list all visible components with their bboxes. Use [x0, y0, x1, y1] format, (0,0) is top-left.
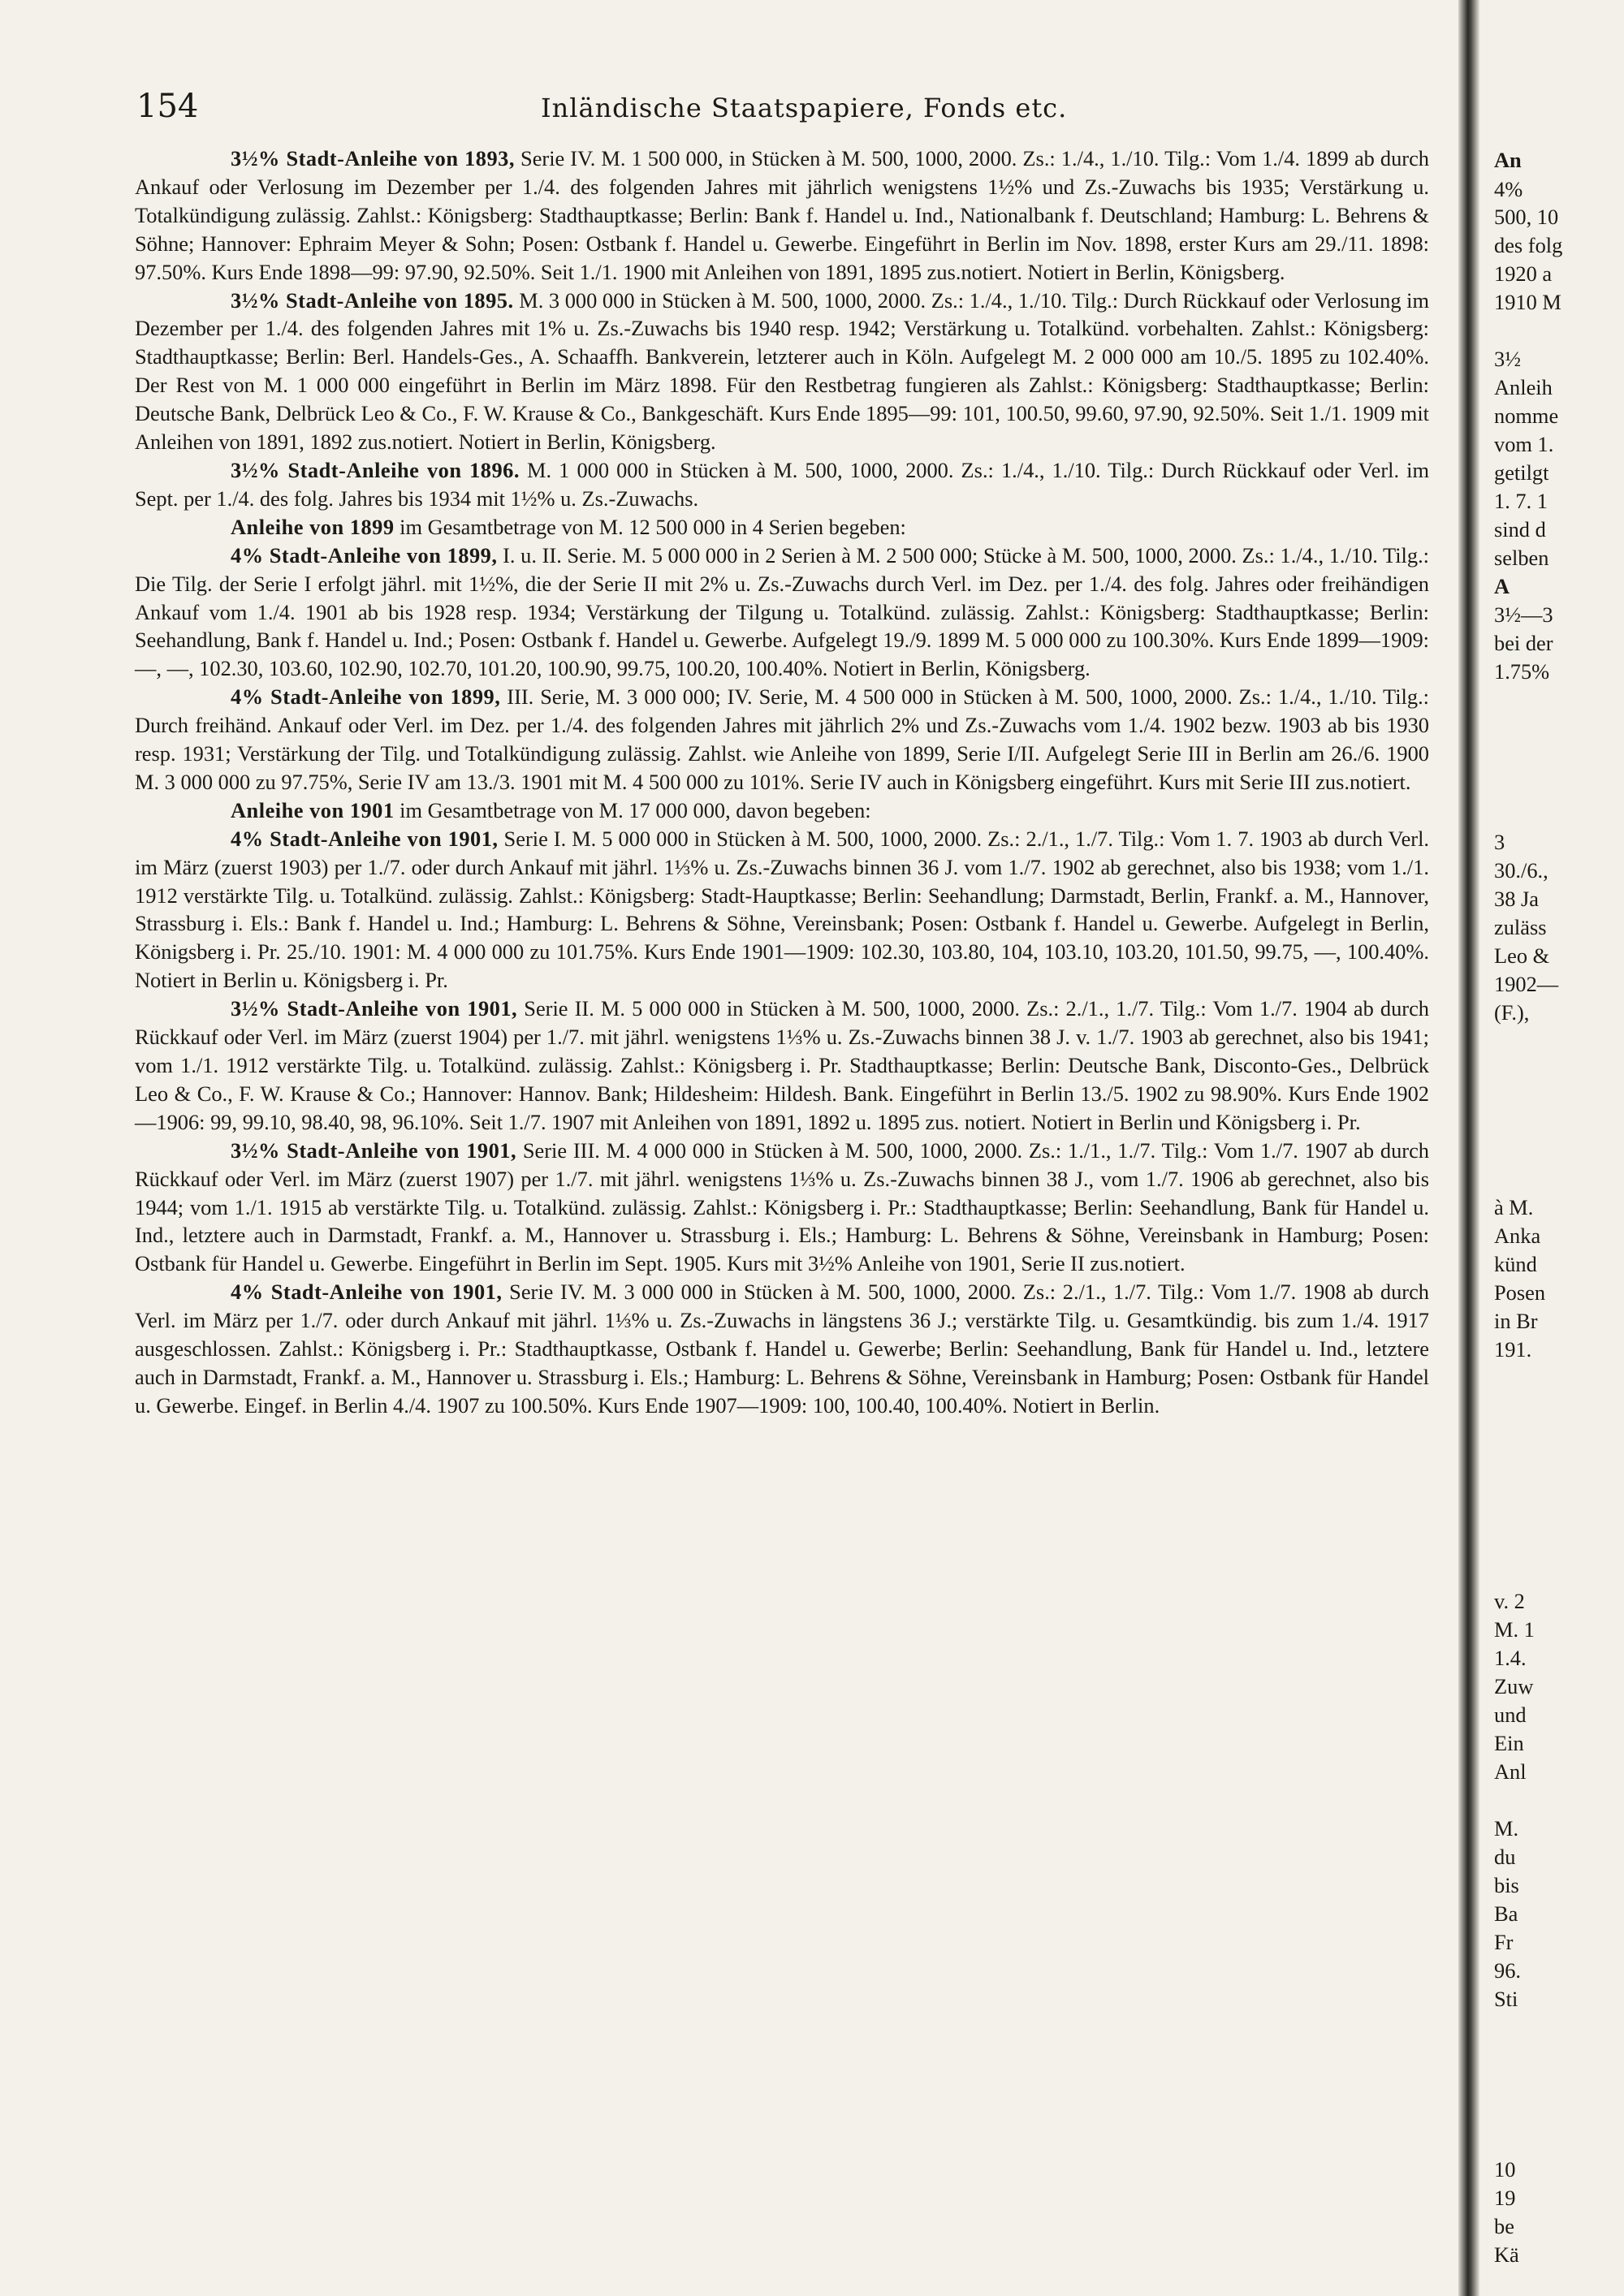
entry-body: I. u. II. Serie. M. 5 000 000 in 2 Serien à M. 2 500 000; Stücke à M. 500, 1000, 2000. Zs.: 1./4., 1./10. Tilg.: Die Tilg. der Serie I erfolgt jährl. mit 1½%, die der Serie II mit 2% u. Zs.-Zuwachs durch Verl. im Dez. per 1./4. des folg. Jahres oder freihändigen Ankauf vom 1./4. 1901 ab bis 1928 resp. 1934; Verstärkung der Tilgung u. Totalkünd. zulässig. Zahlst.: Königsberg: Stadthauptkasse; Berlin: Seehandlung, Bank f. Handel u. Ind.; Posen: Ostbank f. Handel u. Gewerbe. Aufgelegt 19./9. 1899 M. 5 000 000 zu 100.30%. Kurs Ende 1899—1909: —, —, 102.30, 103.60, 102.90, 102.70, 101.20, 100.90, 99.75, 100.20, 100.40%. Notiert in Berlin, Königsberg.: [135, 542, 1429, 681]
adjacent-page-text: 4%: [1494, 177, 1523, 201]
entry-body: Serie II. M. 5 000 000 in Stücken à M. 500, 1000, 2000. Zs.: 2./1., 1./7. Tilg.: Vom 1./7. 1904 ab durch Rückkauf oder Verl. im März (zuerst 1904) per 1./7. mit jährl. wenigstens 1⅓% u. Zs.-Zuwachs binnen 38 J. v. 1./7. 1903 ab gerechnet, also bis 1941; vom 1./1. 1912 verstärkte Tilg. u. Totalkünd. zulässig. Zahlst.: Königsberg i. Pr. Stadthauptkasse; Berlin: Deutsche Bank, Disconto-Ges., Delbrück Leo & Co., F. W. Krause & Co.; Hannover: Hannov. Bank; Hildesheim: Hildesh. Bank. Eingeführt in Berlin 13./5. 1902 zu 98.90%. Kurs Ende 1902—1906: 99, 99.10, 98.40, 98, 96.10%. Seit 1./7. 1907 mit Anleihen von 1891, 1892 u. 1895 zus. notiert. Notiert in Berlin und Königsberg i. Pr.: [135, 996, 1429, 1134]
adjacent-page-text: 1.75%: [1494, 659, 1550, 684]
adjacent-page-text: 191.: [1494, 1337, 1532, 1362]
adjacent-page-text: in Br: [1494, 1309, 1538, 1333]
adjacent-page-text: M.: [1494, 1816, 1519, 1841]
entry: [135, 287, 1429, 456]
adjacent-page-text: 10: [1494, 2157, 1516, 2182]
adjacent-page-text: 1.4.: [1494, 1646, 1527, 1670]
adjacent-page-text: Ba: [1494, 1901, 1518, 1926]
adjacent-page-text: M. 1: [1494, 1617, 1535, 1642]
adjacent-page-text: getilgt: [1494, 460, 1549, 485]
adjacent-page-text: Fr: [1494, 1930, 1514, 1954]
adjacent-page-text: 1910 M: [1494, 290, 1561, 314]
entry-title: 3½% Stadt-Anleihe von 1895.: [231, 287, 514, 313]
adjacent-page-text: bei der: [1494, 631, 1553, 655]
adjacent-page-text: Zuw: [1494, 1674, 1534, 1698]
adjacent-page-text: 3½—3: [1494, 602, 1553, 627]
adjacent-page-text: und: [1494, 1703, 1527, 1727]
adjacent-page-text: des folg: [1494, 233, 1563, 257]
adjacent-page-text: vom 1.: [1494, 432, 1554, 456]
entry-title: 4% Stadt-Anleihe von 1901,: [231, 826, 499, 851]
entry: [135, 683, 1429, 796]
adjacent-page-text: 1902—: [1494, 972, 1559, 996]
adjacent-page-text: sind d: [1494, 517, 1546, 542]
entry: [135, 145, 1429, 287]
adjacent-page-text: 38 Ja: [1494, 887, 1539, 911]
adjacent-page-text: Anl: [1494, 1759, 1527, 1784]
adjacent-page-text: Ein: [1494, 1731, 1524, 1755]
entry: [135, 825, 1429, 995]
adjacent-page-text: nomme: [1494, 404, 1559, 428]
book-gutter: [1458, 0, 1479, 2296]
entry-body: im Gesamtbetrage von M. 12 500 000 in 4 Serien begeben:: [394, 514, 906, 539]
adjacent-page-text: be: [1494, 2214, 1514, 2238]
adjacent-page-text: 3: [1494, 830, 1505, 854]
adjacent-page-text: Sti: [1494, 1987, 1518, 2011]
adjacent-page-text: künd: [1494, 1252, 1537, 1276]
entry-title: Anleihe von 1901: [231, 797, 395, 822]
entry-title: 3½% Stadt-Anleihe von 1893,: [231, 146, 515, 170]
adjacent-page-text: zuläss: [1494, 915, 1547, 939]
entry: [135, 796, 1429, 825]
entry: [135, 1278, 1429, 1420]
adjacent-page-text: selben: [1494, 546, 1549, 570]
adjacent-page-fragment: [1479, 0, 1624, 2296]
adjacent-page-text: Anka: [1494, 1224, 1541, 1248]
entry-title: 4% Stadt-Anleihe von 1899,: [231, 684, 501, 710]
adjacent-page-text: à M.: [1494, 1195, 1534, 1219]
entry-title: 3½% Stadt-Anleihe von 1896.: [231, 457, 520, 482]
entry-body: Serie IV. M. 1 500 000, in Stücken à M. 500, 1000, 2000. Zs.: 1./4., 1./10. Tilg.: Vom 1./4. 1899 ab durch Ankauf oder Verlosung im Dezember per 1./4. des folgenden Jahres mit jährlich wenigstens 1½% und Zs.-Zuwachs bis 1935; Verstärkung u. Totalkündigung zulässig. Zahlst.: Königsberg: Stadthauptkasse; Berlin: Bank f. Handel u. Ind., Nationalbank f. Deutschland; Hamburg: L. Behrens & Söhne; Hannover: Ephraim Meyer & Sohn; Posen: Ostbank f. Handel u. Gewerbe. Eingeführt in Berlin im Nov. 1898, erster Kurs am 29./11. 1898: 97.50%. Kurs Ende 1898—99: 97.90, 92.50%. Seit 1./1. 1900 mit Anleihen von 1891, 1895 zus.notiert. Notiert in Berlin, Königsberg.: [135, 146, 1429, 284]
page-number: 154: [136, 88, 199, 125]
page-body: [135, 145, 1429, 1420]
adjacent-page-text: Anleih: [1494, 375, 1553, 399]
adjacent-page-text: A: [1494, 574, 1510, 598]
entry-body: M. 1 000 000 in Stücken à M. 500, 1000, 2000. Zs.: 1./4., 1./10. Tilg.: Durch Rückkauf oder Verl. im Sept. per 1./4. des folg. Jahres bis 1934 mit 1½% u. Zs.-Zuwachs.: [135, 457, 1429, 511]
entry-title: 3½% Stadt-Anleihe von 1901,: [231, 1137, 517, 1163]
adjacent-page-text: 1920 a: [1494, 261, 1553, 286]
adjacent-page-text: 500, 10: [1494, 205, 1559, 229]
entry-title: 3½% Stadt-Anleihe von 1901,: [231, 996, 518, 1021]
adjacent-page-text: 19: [1494, 2186, 1516, 2210]
page-header: [0, 88, 1468, 136]
entry-body: Serie III. M. 4 000 000 in Stücken à M. 500, 1000, 2000. Zs.: 1./1., 1./7. Tilg.: Vom 1./7. 1907 ab durch Rückkauf oder Verl. im März (zuerst 1907) per 1./7. mit jährl. wenigstens 1⅓% u. Zs.-Zuwachs binnen 38 J., vom 1./7. 1906 ab gerechnet, also bis 1944; vom 1./1. 1915 ab verstärkte Tilg. u. Totalkünd. zulässig. Zahlst.: Königsberg i. Pr.: Stadthauptkasse; Berlin: Seehandlung, Bank für Handel u. Ind., letztere auch in Darmstadt, Frankf. a. M., Hannover u. Strassburg i. Els.; Hamburg: L. Behrens & Söhne, Vereinsbank in Hamburg; Posen: Ostbank für Handel u. Gewerbe. Eingeführt in Berlin im Sept. 1905. Kurs mit 3½% Anleihe von 1901, Serie II zus.notiert.: [135, 1137, 1429, 1276]
adjacent-page-text: 96.: [1494, 1958, 1521, 1983]
entry: [135, 513, 1429, 542]
entry-title: Anleihe von 1899: [231, 514, 395, 539]
adjacent-page-text: 30./6.,: [1494, 858, 1548, 883]
entry-title: 4% Stadt-Anleihe von 1901,: [231, 1280, 503, 1305]
entry-body: im Gesamtbetrage von M. 17 000 000, davon begeben:: [394, 797, 871, 822]
adjacent-page-text: An: [1494, 148, 1522, 172]
adjacent-page-text: Kä: [1494, 2242, 1519, 2267]
entry-title: 4% Stadt-Anleihe von 1899,: [231, 542, 498, 568]
adjacent-page-text: bis: [1494, 1873, 1519, 1897]
entry: [135, 542, 1429, 684]
entry-body: M. 3 000 000 in Stücken à M. 500, 1000, 2000. Zs.: 1./4., 1./10. Tilg.: Durch Rückkauf oder Verlosung im Dezember per 1./4. des folgenden Jahres mit 1% u. Zs.-Zuwachs bis 1940 resp. 1942; Verstärkung u. Totalkünd. vorbehalten. Zahlst.: Königsberg: Stadthauptkasse; Berlin: Berl. Handels-Ges., A. Schaaffh. Bankverein, letzterer auch in Köln. Aufgelegt M. 2 000 000 am 10./5. 1895 zu 102.40%. Der Rest von M. 1 000 000 eingeführt in Berlin im März 1898. Für den Restbetrag fungieren als Zahlst.: Königsberg: Stadthauptkasse; Berlin: Deutsche Bank, Delbrück Leo & Co., F. W. Krause & Co., Bankgeschäft. Kurs Ende 1895—99: 101, 100.50, 99.60, 97.90, 92.50%. Seit 1./1. 1909 mit Anleihen von 1891, 1892 zus.notiert. Notiert in Berlin, Königsberg.: [135, 287, 1429, 455]
entry-body: III. Serie, M. 3 000 000; IV. Serie, M. 4 500 000 in Stücken à M. 500, 1000, 2000. Zs.: 1./4., 1./10. Tilg.: Durch freihänd. Ankauf oder Verl. im Dez. per 1./4. des folgenden Jahres mit jährlich 2% und Zs.-Zuwachs vom 1./4. 1902 bezw. 1903 ab bis 1930 resp. 1931; Verstärkung der Tilg. und Totalkündigung zulässig. Zahlst. wie Anleihe von 1899, Serie I/II. Aufgelegt Serie III in Berlin am 26./6. 1900 M. 3 000 000 zu 97.75%, Serie IV am 13./3. 1901 mit M. 4 500 000 zu 101%. Serie IV auch in Königsberg eingeführt. Kurs mit Serie III zus.notiert.: [135, 684, 1430, 794]
adjacent-page-text: 1. 7. 1: [1494, 489, 1548, 513]
adjacent-page-text: du: [1494, 1845, 1516, 1869]
entry-body: Serie I. M. 5 000 000 in Stücken à M. 500, 1000, 2000. Zs.: 2./1., 1./7. Tilg.: Vom 1. 7. 1903 ab durch Verl. im März (zuerst 1903) per 1./7. oder durch Ankauf mit jährl. 1⅓% u. Zs.-Zuwachs binnen 36 J. vom 1./7. 1902 ab gerechnet, also bis 1938; vom 1./1. 1912 verstärkte Tilg. u. Totalkünd. zulässig. Zahlst.: Königsberg: Stadt-Hauptkasse; Berlin: Seehandlung; Darmstadt, Berlin, Frankf. a. M., Hannover, Strassburg i. Els.: Bank f. Handel u. Ind.; Hamburg: L. Behrens & Söhne, Vereinsbank; Posen: Ostbank f. Handel u. Gewerbe. Aufgelegt in Berlin, Königsberg i. Pr. 25./10. 1901: M. 4 000 000 zu 101.75%. Kurs Ende 1901—1909: 102.30, 103.80, 104, 103.10, 103.20, 101.50, 99.75, —, 100.40%. Notiert in Berlin u. Königsberg i. Pr.: [135, 826, 1430, 993]
adjacent-page-text: 3½: [1494, 347, 1521, 371]
entry-body: Serie IV. M. 3 000 000 in Stücken à M. 500, 1000, 2000. Zs.: 2./1., 1./7. Tilg.: Vom 1./7. 1908 ab durch Verl. im März per 1./7. oder durch Ankauf mit jährl. 1⅓% u. Zs.-Zuwachs in längstens 36 J.; verstärkte Tilg. u. Gesamtkündig. bis zum 1./4. 1917 ausgeschlossen. Zahlst.: Königsberg i. Pr.: Stadthauptkasse, Ostbank f. Handel u. Gewerbe; Berlin: Seehandlung, Bank für Handel u. Ind., letztere auch in Darmstadt, Frankf. a. M., Hannover u. Strassburg i. Els.; Hamburg: L. Behrens & Söhne, Vereinsbank in Hamburg; Posen: Ostbank für Handel u. Gewerbe. Eingef. in Berlin 4./4. 1907 zu 100.50%. Kurs Ende 1907—1909: 100, 100.40, 100.40%. Notiert in Berlin.: [135, 1280, 1430, 1418]
adjacent-page-text: (F.),: [1494, 1000, 1530, 1025]
running-title: Inländische Staatspapiere, Fonds etc.: [541, 93, 1068, 123]
entry: [135, 1137, 1429, 1279]
entry: [135, 456, 1429, 513]
entry: [135, 995, 1429, 1137]
adjacent-page-text: v. 2: [1494, 1589, 1525, 1613]
adjacent-page-text: Leo &: [1494, 943, 1550, 968]
adjacent-page-text: Posen: [1494, 1280, 1546, 1305]
